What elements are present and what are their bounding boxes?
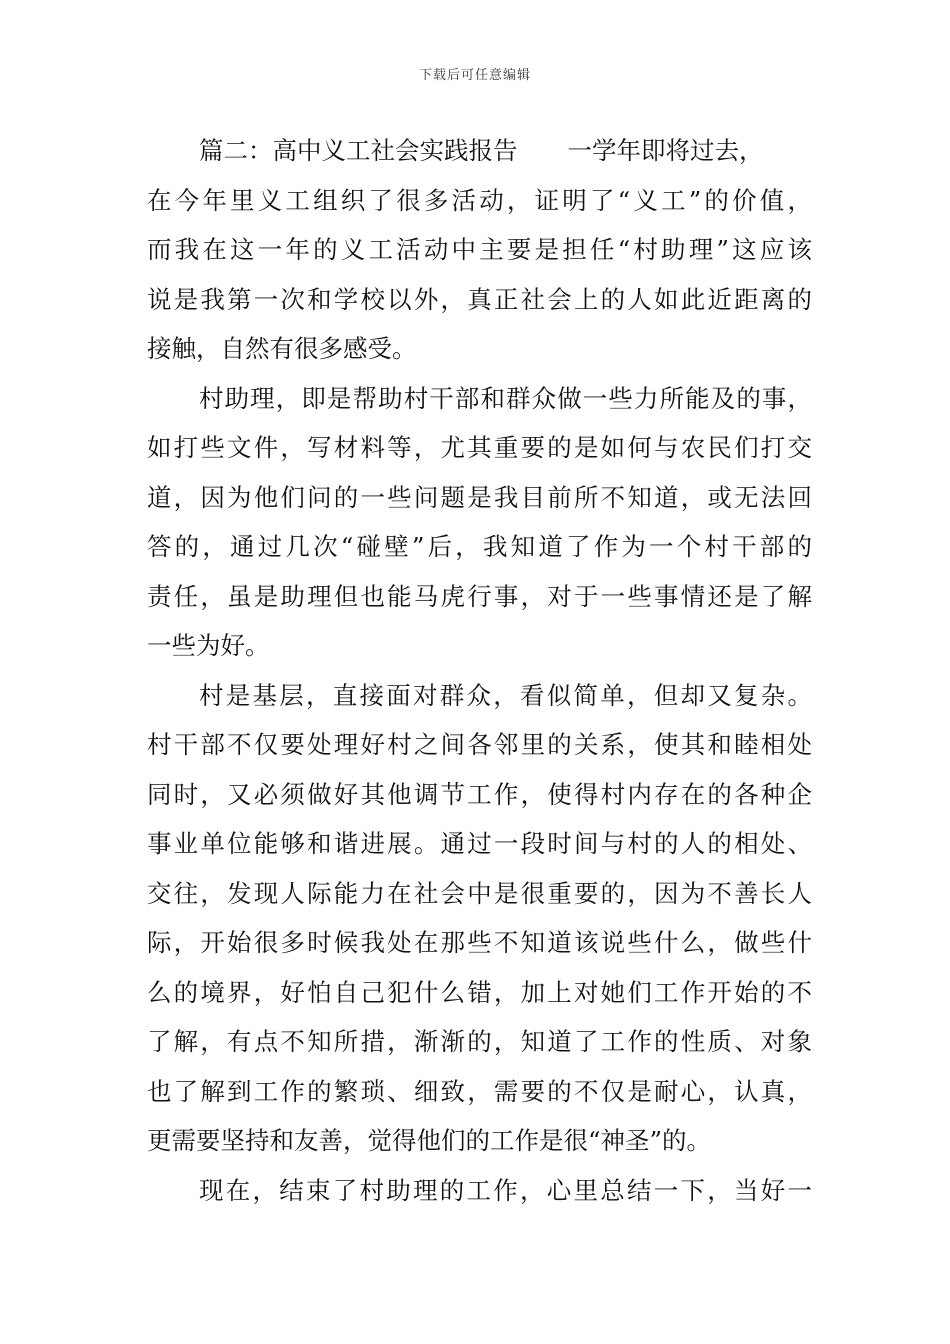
text-line: 一学年即将过去， [567, 136, 764, 165]
text-line: 交往，发现人际能力在社会中是很重要的，因为不善长人 [147, 878, 812, 908]
text-line: 现在，结束了村助理的工作，心里总结一下，当好一 [199, 1175, 812, 1205]
text-line: 么的境界，好怕自己犯什么错，加上对她们工作开始的不 [147, 977, 812, 1007]
text-line: 村助理，即是帮助村干部和群众做一些力所能及的事， [199, 383, 812, 413]
text-line: 一些为好。 [147, 631, 270, 660]
document-body [147, 126, 812, 1215]
text-line: 也了解到工作的繁琐、细致，需要的不仅是耐心，认真， [147, 1076, 812, 1106]
text-line: 在今年里义工组织了很多活动，证明了“义工”的价值， [147, 185, 812, 215]
text-line: 了解，有点不知所措，渐渐的，知道了工作的性质、对象 [147, 1027, 812, 1056]
page-header: 下载后可任意编辑 [418, 68, 531, 83]
text-line: 村是基层，直接面对群众，看似简单，但却又复杂。 [199, 680, 812, 710]
text-line: 说是我第一次和学校以外，真正社会上的人如此近距离的 [147, 284, 812, 314]
text-line: 更需要坚持和友善，觉得他们的工作是很“神圣”的。 [147, 1126, 712, 1155]
text-line: 答的，通过几次“碰壁”后，我知道了作为一个村干部的 [147, 532, 812, 561]
text-line: 村干部不仅要处理好村之间各邻里的关系，使其和睦相处 [147, 730, 812, 759]
document-title: 篇二：高中义工社会实践报告 [199, 136, 518, 165]
text-line: 而我在这一年的义工活动中主要是担任“村助理”这应该 [147, 235, 812, 264]
text-line: 同时，又必须做好其他调节工作，使得村内存在的各种企 [147, 779, 812, 809]
text-line: 事业单位能够和谐进展。通过一段时间与村的人的相处、 [147, 829, 812, 858]
text-line: 际，开始很多时候我处在那些不知道该说些什么，做些什 [147, 928, 812, 957]
text-line: 接触，自然有很多感受。 [147, 334, 417, 363]
text-line: 道，因为他们问的一些问题是我目前所不知道，或无法回 [147, 482, 812, 512]
text-line: 如打些文件，写材料等，尤其重要的是如何与农民们打交 [147, 433, 812, 462]
text-line: 责任，虽是助理但也能马虎行事，对于一些事情还是了解 [147, 581, 812, 611]
title-line [147, 126, 812, 176]
